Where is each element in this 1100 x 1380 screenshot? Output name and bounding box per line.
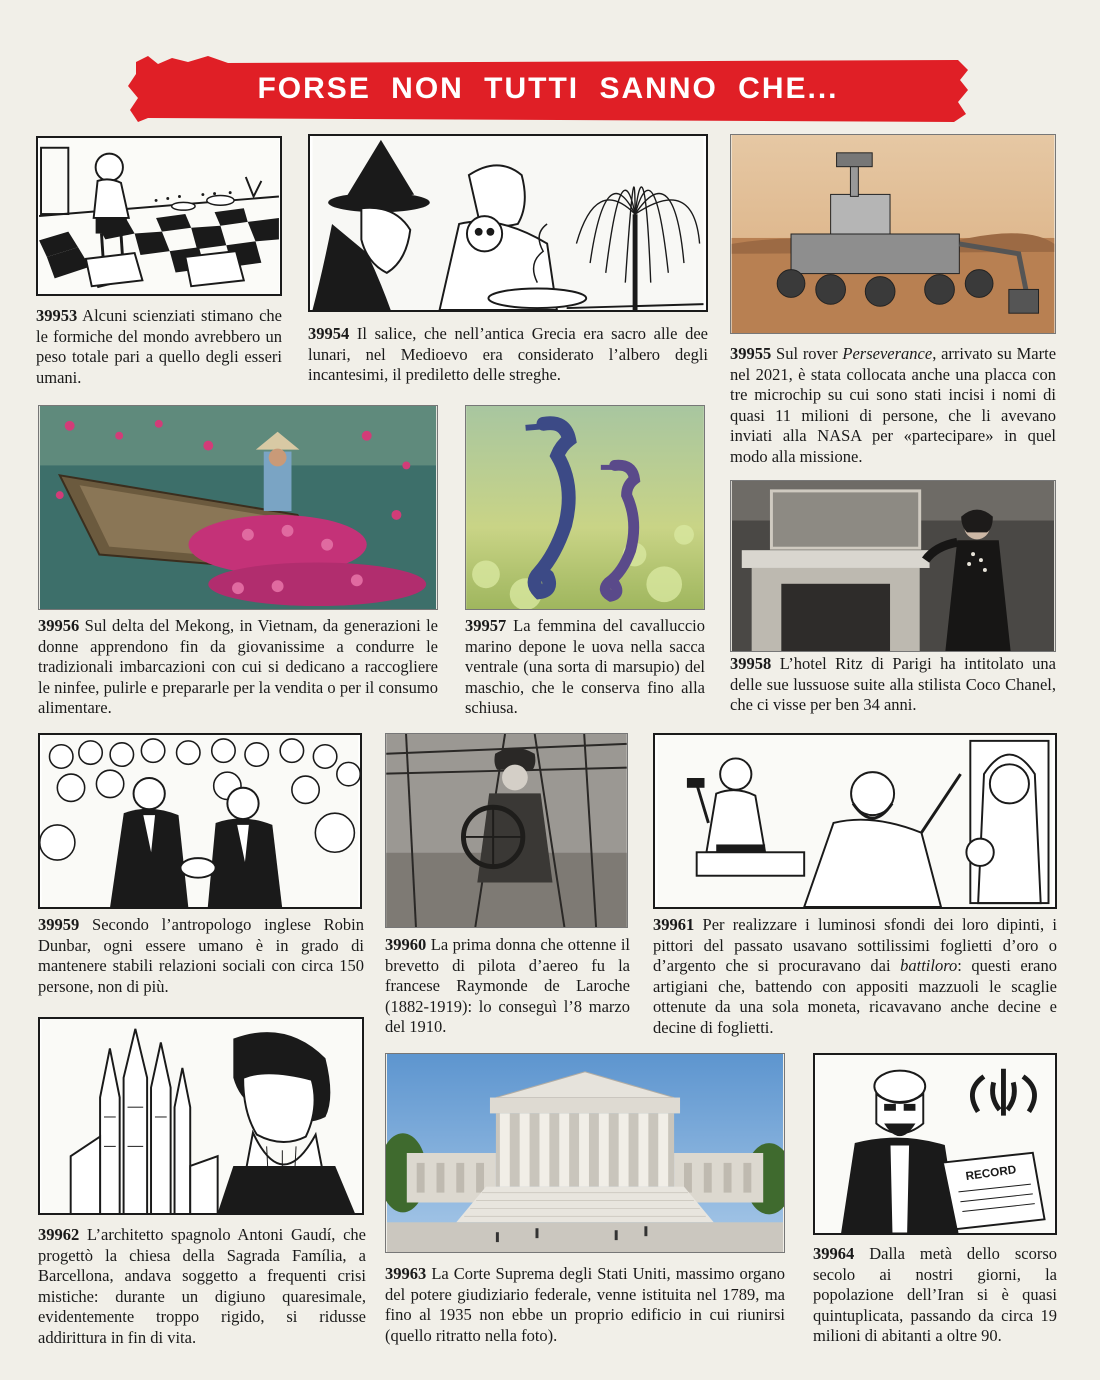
item-number: 39961: [653, 915, 695, 934]
caption-39961: [653, 915, 1057, 1038]
item-text: L’hotel Ritz di Parigi ha intitolato una delle sue lussuose suite alla stilista Coco Chanel, che ci visse per ben 34 anni.: [730, 654, 1057, 714]
item-text: La prima donna che ottenne il brevetto di pilota d’aereo fu la francese Raymonde de Laroche (1882-1919): lo conseguì l’8 marzo del 1910.: [385, 935, 630, 1036]
gaudi-drawing: [40, 1019, 362, 1213]
item-text: Dalla metà dello scorso secolo ai nostri giorni, la popolazione dell’Iran si è quasi quintuplicata, passando da circa 19 milioni di abitanti a oltre 90.: [813, 1244, 1057, 1345]
record-label: RECORD: [964, 1163, 1018, 1184]
mekong-photo: [39, 406, 437, 609]
caption-39958: [730, 654, 1056, 716]
photo-mekong-water-lilies: [38, 405, 438, 610]
photo-seahorses: [465, 405, 705, 610]
caption-39955: [730, 344, 1056, 467]
item-text: La Corte Suprema degli Stati Uniti, massimo organo del potere giudiziario federale, venne istituita nel 1789, ma fino al 1935 non ebbe un proprio edificio in cui riunirsi (quello ritratto nella foto).: [385, 1264, 785, 1345]
item-text: L’architetto spagnolo Antoni Gaudí, che progettò la chiesa della Sagrada Família, a Barcellona, andava soggetto a frequenti crisi mistiche: durante un digiuno quaresimale, evidentemente troppo rigido, si ridusse addirittura in fin di vita.: [38, 1225, 367, 1347]
item-number: 39964: [813, 1244, 855, 1263]
rover-photo: [731, 135, 1055, 333]
caption-39959: [38, 915, 364, 997]
aviator-photo: [386, 734, 627, 927]
witch-willow-drawing: [310, 136, 706, 310]
item-text: Secondo l’antropologo inglese Robin Dunbar, ogni essere umano è in grado di mantenere stabili relazioni sociali con circa 150 persone, non di più.: [38, 915, 365, 996]
item-number: 39954: [308, 324, 350, 343]
caption-39960: [385, 935, 630, 1038]
illustration-crowd-handshake: [38, 733, 362, 909]
seahorses-photo: [466, 406, 704, 609]
item-text-b: : questi erano artigiani che, battendo con appositi mazzuoli le scaglie ottenute da una sola moneta, ricavavano anche decine e decine di foglietti.: [653, 956, 1057, 1037]
photo-raymonde-de-laroche: [385, 733, 628, 928]
item-text: La femmina del cavalluccio marino depone le uova nella sacca ventrale (una sorta di marsupio) del maschio, che le conserva fino alla schiusa.: [465, 616, 706, 717]
item-number: 39959: [38, 915, 80, 934]
item-number: 39963: [385, 1264, 427, 1283]
item-number: 39956: [38, 616, 80, 635]
caption-39964: [813, 1244, 1057, 1347]
caption-39956: [38, 616, 438, 719]
item-number: 39960: [385, 935, 427, 954]
caption-39953: [36, 306, 282, 388]
caption-39963: [385, 1264, 785, 1346]
item-text: Sul delta del Mekong, in Vietnam, da generazioni le donne apprendono fin da giovanissime a condurre le tradizionali imbarcazioni con cui si dedicano a raccogliere le ninfee, pulirle e prepararle per la vendita o per il consumo alimentare.: [38, 616, 439, 717]
item-text-b: , arrivato su Marte nel 2021, è stata collocata anche una placca con tre microchip su cui sono stati incisi i nomi di quasi 11 milioni di persone, che li avevano inviati alla NASA per «partecipare» in quel modo alla missione.: [730, 344, 1057, 466]
item-number: 39953: [36, 306, 78, 325]
item-number: 39962: [38, 1225, 80, 1244]
item-text: Il salice, che nell’antica Grecia era sacro alle dee lunari, nel Medioevo era considerato l’albero degli incantesimi, il prediletto delle streghe.: [308, 324, 709, 384]
caption-39957: [465, 616, 705, 719]
gold-beaters-drawing: [655, 735, 1055, 907]
iran-record-drawing: [815, 1055, 1055, 1233]
illustration-ants-scale: [36, 136, 282, 296]
illustration-gaudi-sagrada-familia: [38, 1017, 364, 1215]
crowd-handshake-drawing: [40, 735, 360, 907]
supreme-court-photo: [386, 1054, 784, 1252]
item-number: 39958: [730, 654, 772, 673]
item-text-a: Sul rover: [776, 344, 843, 363]
item-text-a: Per realizzare i luminosi sfondi dei loro dipinti, i pittori del passato usavano sottilissimi foglietti d’oro o d’argento che si procuravano dai: [653, 915, 1057, 975]
caption-39954: [308, 324, 708, 386]
illustration-iran-record: [813, 1053, 1057, 1235]
item-number: 39957: [465, 616, 507, 635]
item-text: Alcuni scienziati stimano che le formiche del mondo avrebbero un peso totale pari a quello degli esseri umani.: [36, 306, 282, 387]
illustration-witch-willow: [308, 134, 708, 312]
illustration-gold-beaters: [653, 733, 1057, 909]
chanel-photo: [731, 481, 1055, 651]
ants-scale-drawing: [38, 138, 280, 294]
photo-supreme-court: [385, 1053, 785, 1253]
page-title: FORSE NON TUTTI SANNO CHE...: [257, 72, 839, 105]
header-banner: [128, 56, 968, 122]
photo-perseverance-rover: [730, 134, 1056, 334]
caption-39962: [38, 1225, 366, 1348]
photo-coco-chanel-ritz: [730, 480, 1056, 652]
item-text-em: Perseverance: [842, 344, 933, 363]
item-number: 39955: [730, 344, 772, 363]
item-text-em: battiloro: [900, 956, 958, 975]
